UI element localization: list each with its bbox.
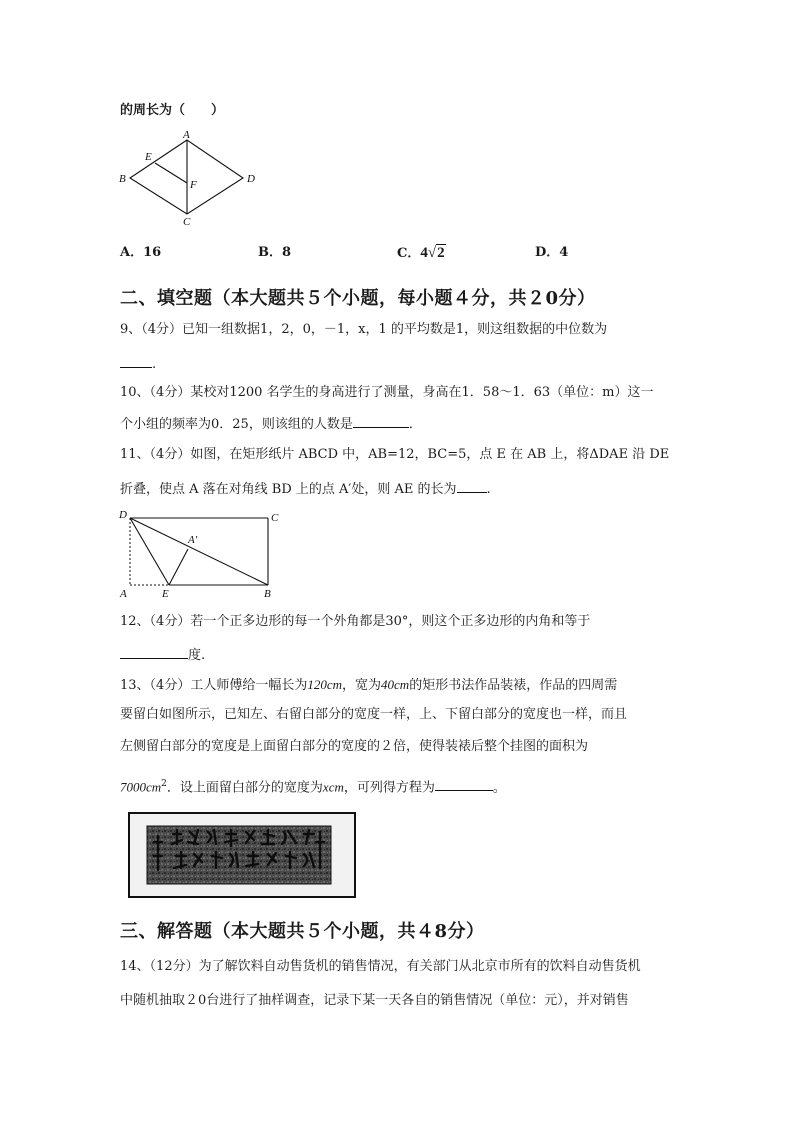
rhombus-figure — [112, 128, 262, 228]
section-3-heading: 三、解答题（本大题共５个小题，共４8分） — [120, 921, 485, 942]
calligraphy-artwork-image — [128, 812, 356, 898]
label-d: D — [119, 509, 127, 521]
question-13-line1: 13、（4分）工人师傅给一幅长为120cm，宽为40cm的矩形书法作品装裱，作品的四周需 — [120, 677, 618, 693]
question-12-line2: 度. — [120, 645, 205, 665]
label-a: A — [120, 588, 127, 600]
question-10-line2: 个小组的频率为0．25，则该组的人数是 ． — [120, 414, 422, 434]
question-8-tail: 的周长为（ ） — [120, 103, 225, 118]
question-13-line4: $7000cm^2$．设上面留白部分的宽度为xcm，可列得方程为 。 — [120, 779, 506, 796]
label-b: B — [264, 588, 271, 600]
question-12-line1: 12、（4分）若一个正多边形的每一个外角都是30°，则这个正多边形的内角和等于 — [120, 614, 591, 629]
option-a: A．16 — [120, 245, 162, 260]
label-a-prime: A′ — [188, 534, 198, 546]
option-c: C．4√2 — [397, 245, 445, 261]
answer-blank-13 — [435, 777, 493, 791]
question-11-line1: 11、（4分）如图，在矩形纸片 ABCD 中，AB=12，BC=5，点 E 在 AB 上，将ΔDAE 沿 DE — [120, 447, 670, 462]
label-d: D — [247, 173, 255, 185]
label-f: F — [190, 179, 197, 191]
label-e: E — [162, 588, 169, 600]
rectangle-fold-figure — [112, 505, 292, 601]
option-b: B．8 — [258, 245, 292, 260]
question-14-line2: 中随机抽取２0台进行了抽样调查，记录下某一天各自的销售情况（单位：元），并对销售 — [120, 993, 629, 1008]
label-c: C — [183, 216, 191, 228]
question-11-line2: 折叠，使点 A 落在对角线 BD 上的点 A′处，则 AE 的长为 . — [120, 479, 491, 499]
label-b: B — [119, 173, 126, 185]
question-9-line2: . — [120, 354, 156, 374]
question-14-line1: 14、（12分）为了解饮料自动售货机的销售情况，有关部门从北京市所有的饮料自动售货机 — [120, 959, 641, 974]
question-13-line3: 左侧留白部分的宽度是上面留白部分的宽度的２倍，使得装裱后整个挂图的面积为 — [120, 739, 589, 754]
answer-blank-11 — [457, 479, 487, 493]
section-2-heading: 二、填空题（本大题共５个小题，每小题４分，共２0分） — [120, 288, 596, 309]
question-13-line2: 要留白如图所示，已知左、右留白部分的宽度一样，上、下留白部分的宽度也一样，而且 — [120, 707, 628, 722]
label-c: C — [271, 512, 279, 524]
label-e: E — [145, 151, 152, 163]
question-10-line1: 10、（4分）某校对1200 名学生的身高进行了测量，身高在1．58～1．63（单位：m）这一 — [120, 385, 654, 400]
answer-blank-12 — [120, 645, 188, 659]
label-a: A — [183, 129, 190, 141]
answer-blank-10 — [353, 414, 409, 428]
answer-blank-9 — [120, 354, 152, 368]
question-9-line1: 9、（4分）已知一组数据1，2，0，－1，x，1 的平均数是1，则这组数据的中位数为 — [120, 322, 608, 337]
option-d: D．4 — [535, 245, 569, 260]
